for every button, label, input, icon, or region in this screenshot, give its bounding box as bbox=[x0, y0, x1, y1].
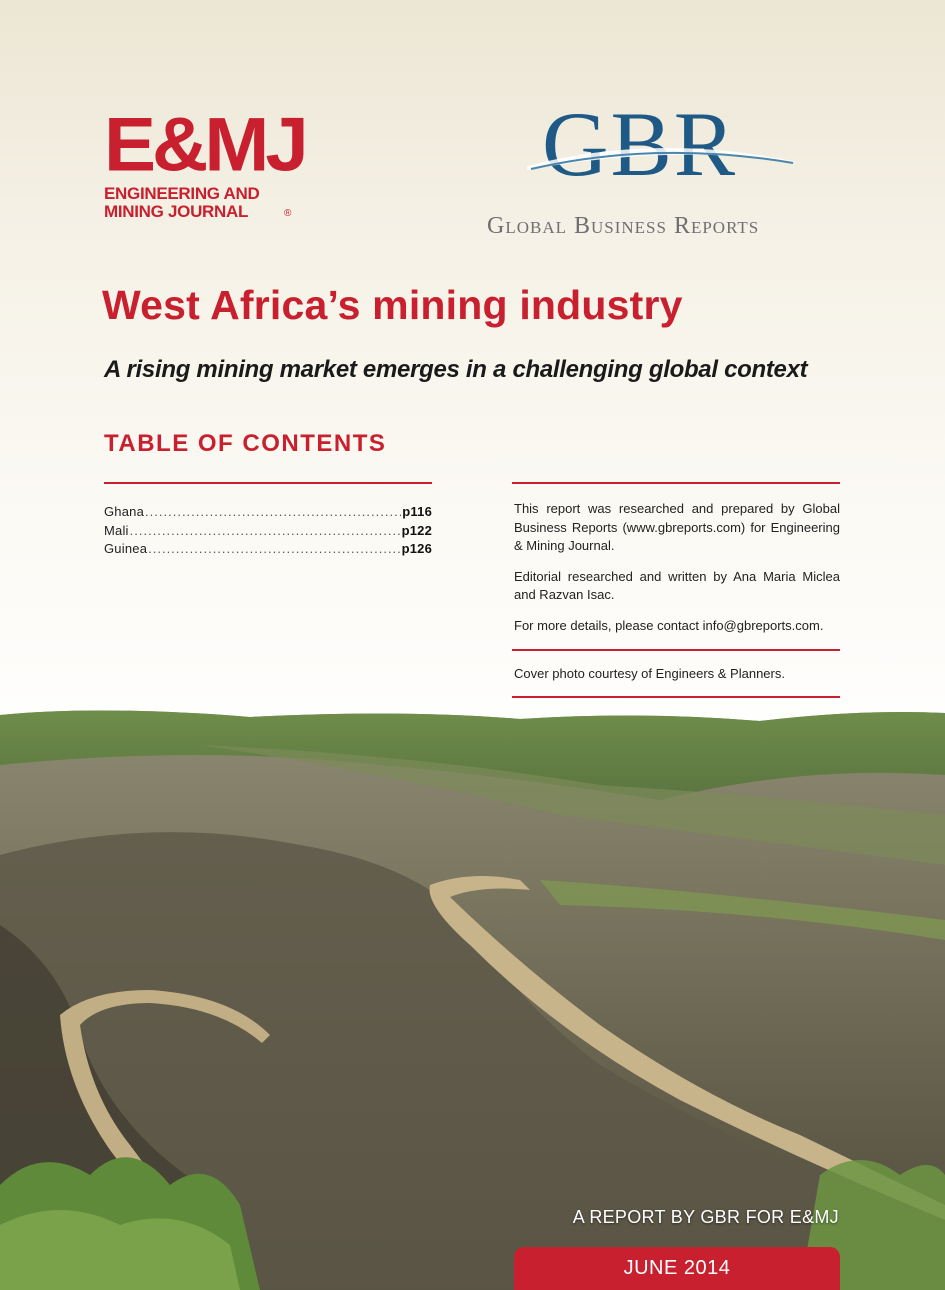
toc-item-page: p116 bbox=[402, 504, 432, 519]
gbr-logo-letters: GBR bbox=[542, 93, 738, 195]
emj-logo-wordmark: E&MJ bbox=[104, 100, 305, 188]
info-divider-bottom bbox=[512, 696, 840, 698]
emj-logo-line-2: MINING JOURNAL bbox=[104, 202, 249, 221]
toc-item-page: p126 bbox=[401, 541, 432, 556]
emj-logo-line-1: ENGINEERING AND bbox=[104, 184, 260, 203]
info-authors: Editorial researched and written by Ana Maria Miclea and Razvan Isac. bbox=[514, 568, 840, 602]
gbr-logo bbox=[487, 93, 847, 243]
toc-item[interactable] bbox=[104, 503, 432, 522]
emj-logo bbox=[104, 100, 305, 225]
toc-divider bbox=[104, 482, 432, 484]
info-prepared-by: This report was researched and prepared by Global Business Reports (www.gbreports.com) for Engineering & Mining Journal. bbox=[514, 501, 840, 553]
date-badge bbox=[514, 1247, 840, 1290]
toc-item-label: Guinea bbox=[104, 541, 148, 556]
toc-heading: TABLE OF CONTENTS bbox=[104, 430, 387, 457]
report-title: West Africa’s mining industry bbox=[102, 282, 683, 328]
toc-leader-dots bbox=[145, 503, 401, 522]
info-contact: For more details, please contact info@gbreports.com. bbox=[514, 617, 824, 633]
info-divider-middle bbox=[512, 649, 840, 651]
toc-leader-dots bbox=[130, 522, 401, 541]
open-pit-mine-photo bbox=[0, 705, 945, 1290]
report-info bbox=[514, 500, 840, 647]
registered-mark: ® bbox=[284, 208, 292, 219]
gbr-tagline: Global Business Reports bbox=[487, 213, 760, 239]
report-attribution: A REPORT BY GBR FOR E&MJ bbox=[572, 1207, 839, 1227]
toc-item[interactable] bbox=[104, 522, 432, 541]
report-date: JUNE 2014 bbox=[623, 1257, 731, 1279]
toc-list bbox=[104, 503, 432, 559]
gbr-swoosh-icon bbox=[527, 136, 797, 176]
toc-item-page: p122 bbox=[401, 522, 432, 538]
info-divider-top bbox=[512, 482, 840, 484]
toc-item-label: Mali bbox=[104, 522, 129, 538]
toc-leader-dots bbox=[148, 540, 400, 559]
toc-item-label: Ghana bbox=[104, 504, 145, 519]
photo-credit: Cover photo courtesy of Engineers & Planners. bbox=[514, 666, 785, 681]
report-subtitle: A rising mining market emerges in a challenging global context bbox=[104, 356, 808, 383]
toc-item[interactable] bbox=[104, 540, 432, 559]
